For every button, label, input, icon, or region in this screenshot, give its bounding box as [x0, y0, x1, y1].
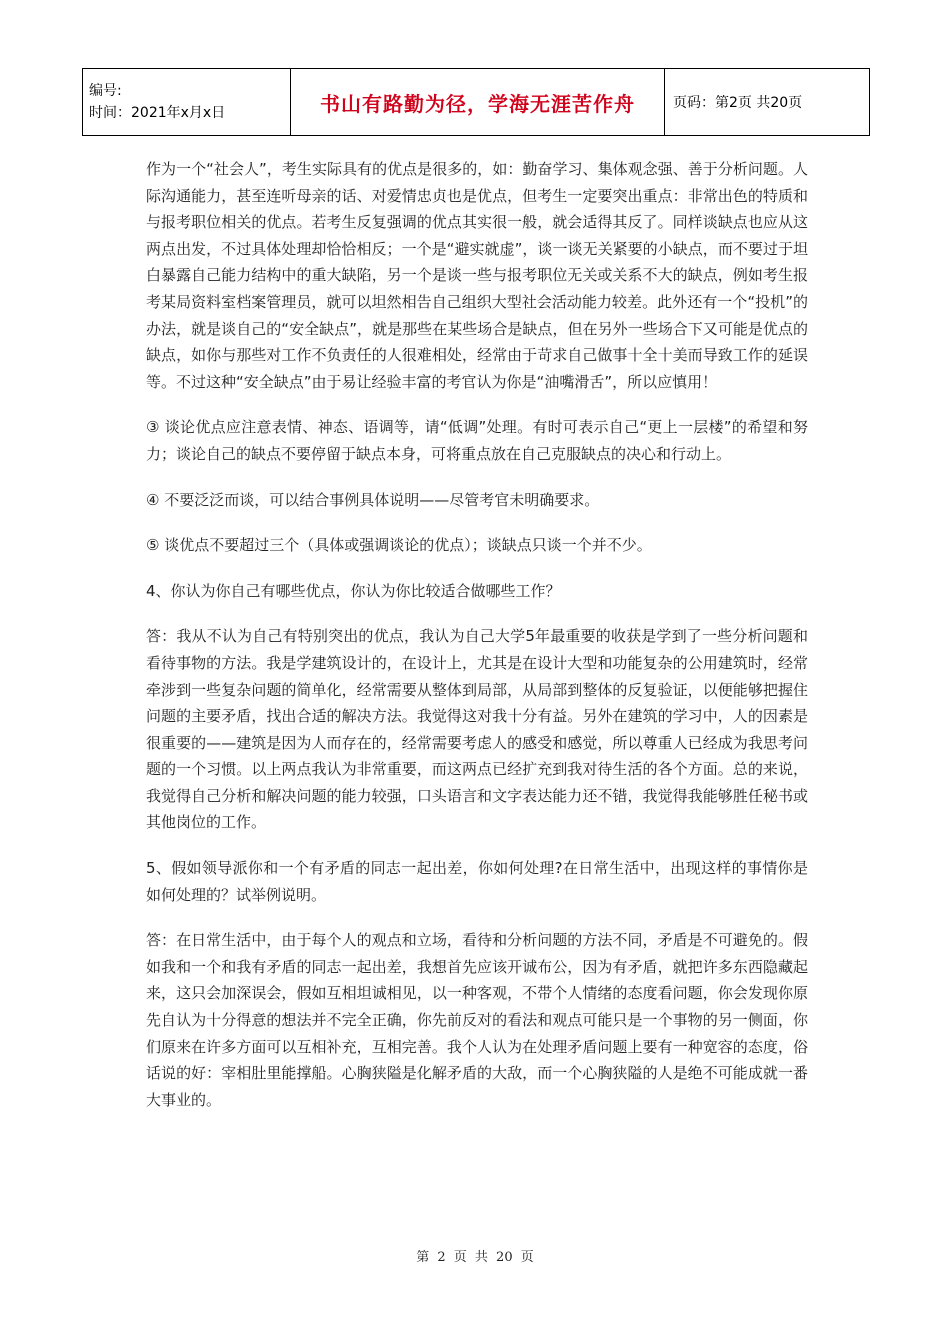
document-number-label: 编号:	[89, 83, 122, 99]
document-body	[146, 156, 808, 1132]
answer-5: 答：在日常生活中，由于每个人的观点和立场，看待和分析问题的方法不同，矛盾是不可避免的。假如我和一个和我有矛盾的同志一起出差，我想首先应该开诚布公，因为有矛盾，就把许多东西隐藏起来，这只会加深误会，假如互相坦诚相见，以一种客观，不带个人情绪的态度看问题，你会发现你原先自认为十分得意的想法并不完全正确，你先前反对的看法和观点可能只是一个事物的另一侧面，你们原来在许多方面可以互相补充，互相完善。我个人认为在处理矛盾问题上要有一种宽容的态度，俗话说的好：宰相肚里能撑船。心胸狭隘是化解矛盾的大敌，而一个心胸狭隘的人是绝不可能成就一番大事业的。	[146, 931, 808, 1109]
question-5: 5、假如领导派你和一个有矛盾的同志一起出差，你如何处理?在日常生活中，出现这样的事情你是如何处理的？试举例说明。	[146, 859, 808, 904]
header-page-info: 页码：第2页 共20页	[665, 69, 870, 136]
document-header	[82, 68, 870, 136]
question-4: 4、你认为你自己有哪些优点，你认为你比较适合做哪些工作？	[146, 581, 561, 600]
paragraph-tip-5: ⑤ 谈优点不要超过三个（具体或强调谈论的优点）；谈缺点只谈一个并不少。	[146, 536, 652, 555]
paragraph-strengths-weaknesses: 作为一个“社会人”，考生实际具有的优点是很多的，如：勤奋学习、集体观念强、善于分析问题。人际沟通能力，甚至连听母亲的话、对爱情忠贞也是优点，但考生一定要突出重点：非常出色的特质和与报考职位相关的优点。若考生反复强调的优点其实很一般，就会适得其反了。同样谈缺点也应从这两点出发，不过具体处理却恰恰相反；一个是“避实就虚”，谈一谈无关紧要的小缺点，而不要过于坦白暴露自己能力结构中的重大缺陷，另一个是谈一些与报考职位无关或关系不大的缺点，例如考生报考某局资料室档案管理员，就可以坦然相告自己组织大型社会活动能力较差。此外还有一个“投机”的办法，就是谈自己的“安全缺点”，就是那些在某些场合是缺点，但在另外一些场合下又可能是优点的缺点，如你与那些对工作不负责任的人很难相处，经常由于苛求自己做事十全十美而导致工作的延误等。不过这种“安全缺点”由于易让经验丰富的考官认为你是“油嘴滑舌”，所以应慎用！	[146, 160, 808, 391]
document-date-label: 时间：2021年x月x日	[89, 105, 226, 121]
paragraph-tip-4: ④ 不要泛泛而谈，可以结合事例具体说明——尽管考官未明确要求。	[146, 490, 600, 509]
page-footer: 第 2 页 共 20 页	[416, 1250, 534, 1265]
header-motto: 书山有路勤为径，学海无涯苦作舟	[291, 69, 665, 136]
header-meta-cell	[83, 69, 291, 136]
answer-4: 答：我从不认为自己有特别突出的优点，我认为自己大学5年最重要的收获是学到了一些分析问题和看待事物的方法。我是学建筑设计的，在设计上，尤其是在设计大型和功能复杂的公用建筑时，经常牵涉到一些复杂问题的简单化，经常需要从整体到局部，从局部到整体的反复验证，以便能够把握住问题的主要矛盾，找出合适的解决方法。我觉得这对我十分有益。另外在建筑的学习中，人的因素是很重要的——建筑是因为人而存在的，经常需要考虑人的感受和感觉，所以尊重人已经成为我思考问题的一个习惯。以上两点我认为非常重要，而这两点已经扩充到我对待生活的各个方面。总的来说，我觉得自己分析和解决问题的能力较强，口头语言和文字表达能力还不错，我觉得我能够胜任秘书或其他岗位的工作。	[146, 627, 808, 832]
paragraph-tip-3: ③ 谈论优点应注意表情、神态、语调等，请“低调”处理。有时可表示自己“更上一层楼”的希望和努力；谈论自己的缺点不要停留于缺点本身，可将重点放在自己克服缺点的决心和行动上。	[146, 418, 808, 463]
